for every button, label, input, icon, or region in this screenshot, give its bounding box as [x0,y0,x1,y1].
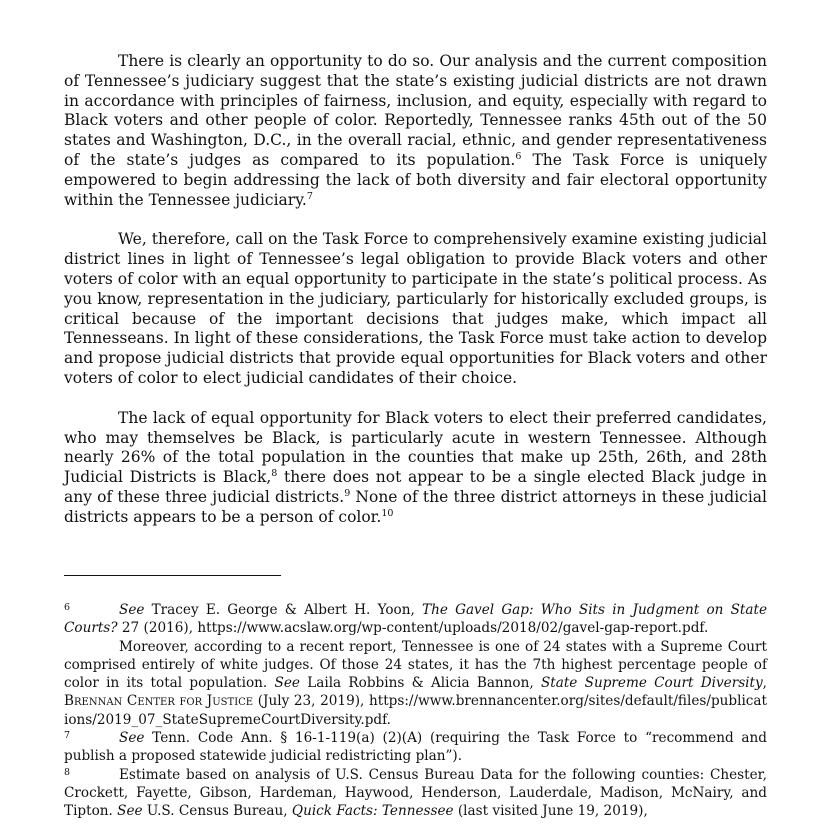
footnote-number: 8 [64,766,71,778]
footnote-text: Tenn. Code Ann. § 16-1-119(a) (2)(A) (requiring the Task Force to “recommend and publish a proposed statewide judicial redistricting plan”). [64,730,767,765]
footnote-text: Tracey E. George & Albert H. Yoon, [144,602,423,618]
footnote-text: , [762,675,767,692]
footnote-number: 7 [64,730,71,742]
citation-title: State Supreme Court Diversity [540,675,763,692]
footnote-ref-6[interactable]: 6 [515,150,522,162]
paragraph-text: The Task Force is uniquely empowered to begin addressing the lack of both diversity and fair electoral opportunity within the Tennessee judiciary. [64,150,767,209]
footnote-text: (July 23, 2019), https://www.brennancenter.org/sites/default/files/publications/2019_07_StateSupremeCourtDiversity.pdf. [64,693,767,728]
signal-see: See [119,602,145,618]
citation-title: Quick Facts: Tennessee [291,803,454,820]
footnote-text: Estimate based on analysis of U.S. Census Bureau Data for the following counties: Chester, Crockett, Fayette, Gibson, Hardeman, Haywood, Henderson, Lauderdale, Madison, McNairy, and Tipton. [64,766,767,820]
signal-see: See [274,675,300,692]
footnote-number: 6 [64,602,71,613]
footnote-text: U.S. Census Bureau, [142,803,292,820]
paragraph-opportunity [64,52,767,210]
paragraph-text: there does not appear to be a single elected Black judge in any of these three judicial districts. [64,468,768,506]
footnote-text: Laila Robbins & Alicia Bannon, [299,675,541,692]
footnote-ref-8[interactable]: 8 [271,467,278,479]
paragraph-text: None of the three district attorneys in these judicial districts appears to be a person of color. [64,487,767,526]
footnote-text: (last visited June 19, 2019), [453,803,648,820]
footnote-6-continued [64,638,767,729]
footnote-separator [64,575,281,576]
citation-title: The Gavel Gap: Who Sits in Judgment on State Courts? [64,602,767,637]
footnote-text: Moreover, according to a recent report, Tennessee is one of 24 states with a Supreme Court comprised entirely of white judges. Of those 24 states, it has the 7th highest percentage people of color in its total population. [64,638,767,692]
footnote-8 [64,766,767,821]
footnote-ref-9[interactable]: 9 [344,487,351,499]
letter-body [64,52,767,548]
paragraph-text: There is clearly an opportunity to do so. Our analysis and the current composition of Tennessee’s judiciary suggest that the state’s existing judicial districts are not drawn in accordance with principles of fairness, inclusion, and equity, especially with regard to Black voters and other people of color. Reportedly, Tennessee ranks 45th out of the 50 states and Washington, D.C., in the overall racial, ethnic, and gender representativeness of the state’s judges as compared to its population. [64,52,767,169]
signal-see: See [117,803,143,820]
footnote-6 [64,601,767,638]
footnote-ref-7[interactable]: 7 [306,190,313,202]
footnote-ref-10[interactable]: 10 [381,507,394,519]
paragraph-call-to-action: We, therefore, call on the Task Force to comprehensively examine existing judicial district lines in light of Tennessee’s legal obligation to provide Black voters and other voters of color with an equal opportunity to participate in the state’s political process. As you know, representation in the judiciary, particularly for historically excluded groups, is critical because of the important decisions that judges make, which impact all Tennesseans. In light of these considerations, the Task Force must take action to develop and propose judicial districts that provide equal opportunities for Black voters and other voters of color to elect judicial candidates of their choice. [64,230,767,387]
footnote-7 [64,729,767,766]
footnote-text: 27 (2016), https://www.acslaw.org/wp-content/uploads/2018/02/gavel-gap-report.pdf. [117,620,709,637]
signal-see: See [119,730,145,747]
paragraph-western-tennessee [64,409,767,528]
paragraph-text: The lack of equal opportunity for Black voters to elect their preferred candidates, who may themselves be Black, is particularly acute in western Tennessee. Although nearly 26% of the total population in the counties that make up 25th, 26th, and 28th Judicial Districts is Black, [64,408,767,487]
citation-org: Brennan Center for Justice [64,693,254,710]
footnotes [64,601,767,821]
